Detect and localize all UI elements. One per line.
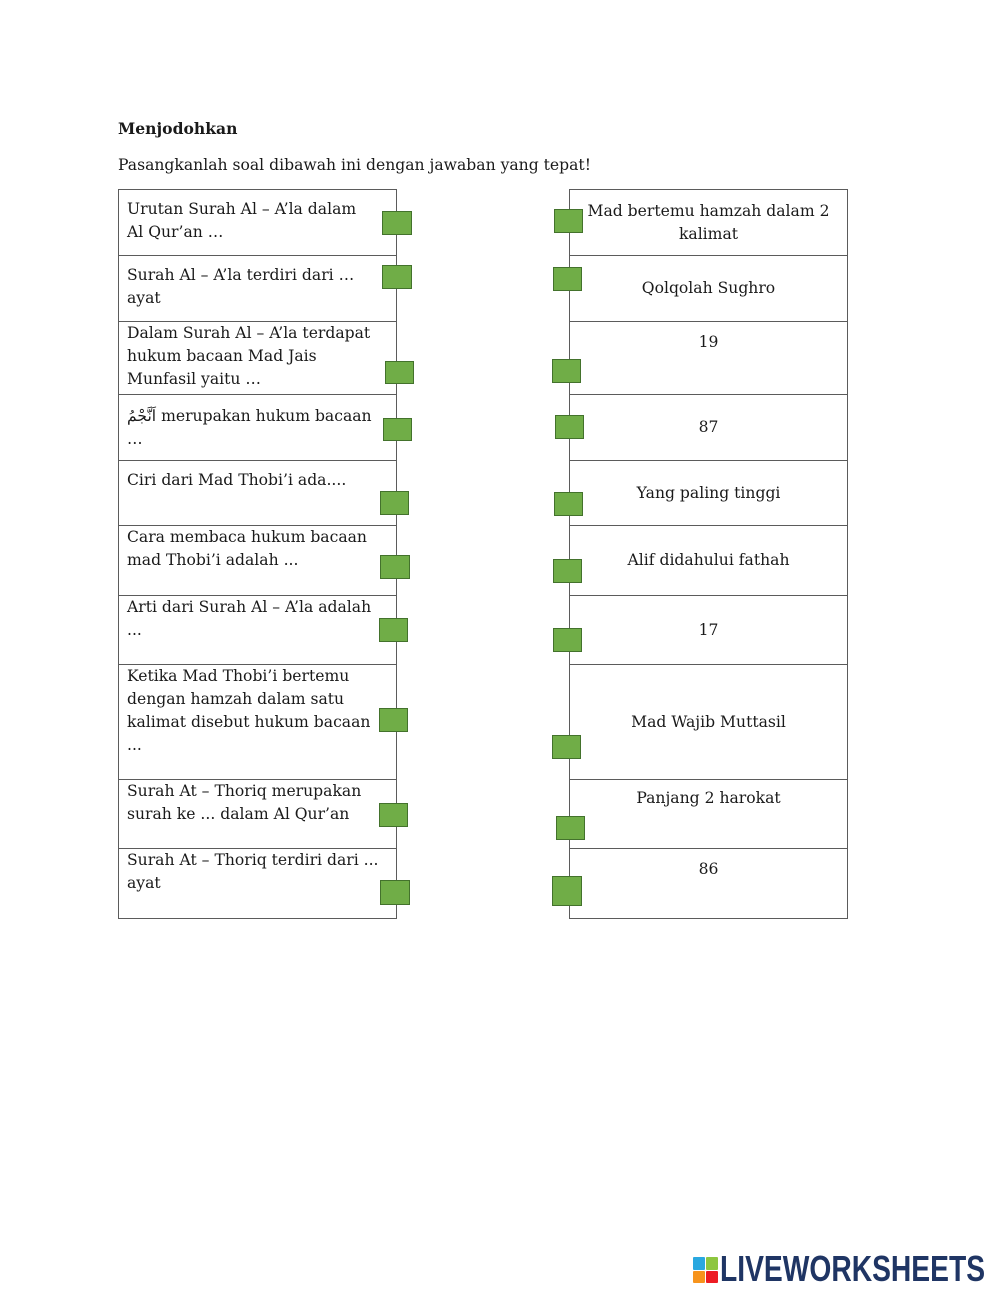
answer-connector-10[interactable] bbox=[552, 876, 582, 906]
answer-text: 87 bbox=[698, 418, 719, 436]
question-connector-1[interactable] bbox=[382, 211, 412, 235]
answer-connector-7[interactable] bbox=[553, 628, 582, 652]
answers-table bbox=[569, 189, 848, 919]
answer-cell bbox=[570, 596, 847, 665]
answer-text: Alif didahului fathah bbox=[627, 551, 790, 569]
answer-connector-9[interactable] bbox=[556, 816, 585, 840]
answer-connector-5[interactable] bbox=[554, 492, 583, 516]
question-text: Surah Al – A’la terdiri dari … ayat bbox=[127, 266, 355, 307]
answer-text: Qolqolah Sughro bbox=[641, 279, 776, 297]
answer-text: Mad Wajib Muttasil bbox=[631, 712, 786, 731]
question-cell bbox=[119, 395, 396, 461]
question-cell bbox=[119, 256, 396, 322]
answer-text: 17 bbox=[698, 620, 719, 639]
answer-cell bbox=[570, 780, 847, 849]
answer-cell bbox=[570, 665, 847, 780]
question-cell bbox=[119, 849, 396, 919]
answer-cell bbox=[570, 256, 847, 322]
logo-tile bbox=[693, 1257, 705, 1270]
answer-text: 86 bbox=[698, 860, 719, 878]
question-text: Ketika Mad Thobi’i bertemu dengan hamzah dalam satu kalimat disebut hukum bacaan ... bbox=[127, 667, 371, 754]
question-connector-4[interactable] bbox=[383, 418, 412, 441]
question-cell bbox=[119, 596, 396, 665]
worksheet-instruction: Pasangkanlah soal dibawah ini dengan jawaban yang tepat! bbox=[118, 156, 591, 174]
answer-text: Mad bertemu hamzah dalam 2 kalimat bbox=[587, 201, 830, 243]
answer-connector-4[interactable] bbox=[555, 415, 584, 439]
question-text: Urutan Surah Al – A’la dalam Al Qur’an … bbox=[127, 200, 357, 241]
question-connector-5[interactable] bbox=[380, 491, 409, 515]
answer-cell bbox=[570, 190, 847, 256]
liveworksheets-icon bbox=[693, 1257, 718, 1283]
question-cell bbox=[119, 461, 396, 526]
logo-tile bbox=[706, 1257, 718, 1270]
answer-connector-6[interactable] bbox=[553, 559, 582, 583]
question-connector-7[interactable] bbox=[379, 618, 408, 642]
question-cell bbox=[119, 322, 396, 395]
answer-text: Yang paling tinggi bbox=[636, 483, 781, 502]
answer-text: Panjang 2 harokat bbox=[636, 789, 781, 807]
question-connector-8[interactable] bbox=[379, 708, 408, 732]
question-connector-9[interactable] bbox=[379, 803, 408, 827]
answer-connector-8[interactable] bbox=[552, 735, 581, 759]
answer-cell bbox=[570, 322, 847, 395]
question-cell bbox=[119, 780, 396, 849]
answer-connector-2[interactable] bbox=[553, 267, 582, 291]
worksheet-title: Menjodohkan bbox=[118, 119, 238, 138]
questions-table bbox=[118, 189, 397, 919]
question-text: Surah At – Thoriq merupakan surah ke ... dalam Al Qur’an bbox=[127, 782, 362, 823]
question-connector-10[interactable] bbox=[380, 880, 410, 905]
liveworksheets-logo bbox=[720, 1255, 986, 1283]
question-connector-6[interactable] bbox=[380, 555, 410, 579]
question-text: Cara membaca hukum bacaan mad Thobi’i adalah ... bbox=[127, 528, 367, 569]
answer-connector-3[interactable] bbox=[552, 359, 581, 383]
question-cell bbox=[119, 665, 396, 780]
question-cell bbox=[119, 526, 396, 596]
answer-connector-1[interactable] bbox=[554, 209, 583, 233]
logo-tile bbox=[693, 1271, 705, 1284]
question-text: Dalam Surah Al – A’la terdapat hukum bacaan Mad Jais Munfasil yaitu … bbox=[127, 324, 371, 388]
question-connector-2[interactable] bbox=[382, 265, 412, 289]
question-text: Ciri dari Mad Thobi’i ada.... bbox=[127, 471, 347, 489]
answer-cell bbox=[570, 461, 847, 526]
question-text: Surah At – Thoriq terdiri dari ... ayat bbox=[127, 851, 379, 892]
question-text: اَنَّجْمُ merupakan hukum bacaan … bbox=[127, 407, 372, 448]
logo-text: LIVEWORKSHEETS bbox=[720, 1255, 986, 1283]
answer-cell bbox=[570, 395, 847, 461]
answer-text: 19 bbox=[698, 333, 719, 351]
answer-cell bbox=[570, 526, 847, 596]
answer-cell bbox=[570, 849, 847, 919]
question-cell bbox=[119, 190, 396, 256]
logo-tile bbox=[706, 1271, 718, 1284]
question-text: Arti dari Surah Al – A’la adalah ... bbox=[127, 598, 372, 639]
question-connector-3[interactable] bbox=[385, 361, 414, 384]
